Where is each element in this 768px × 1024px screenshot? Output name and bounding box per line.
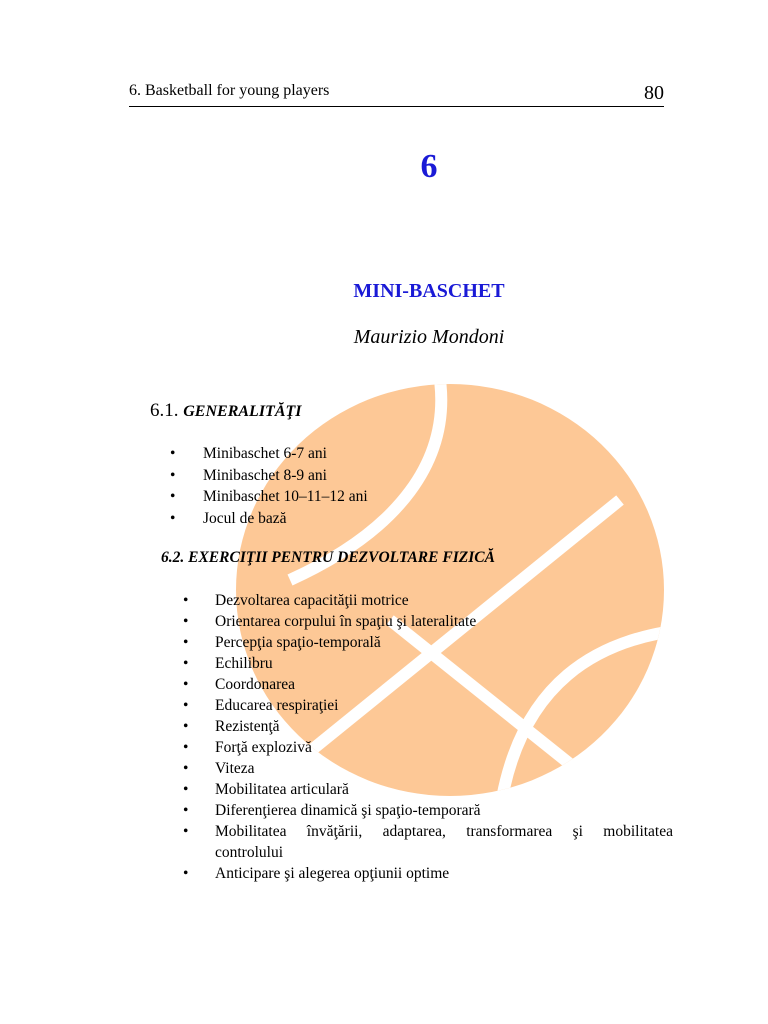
list-item: • Percepţia spaţio-temporală (183, 632, 673, 653)
chapter-title: MINI-BASCHET (353, 280, 505, 302)
list-item: • Diferenţierea dinamică şi spaţio-temporară (183, 800, 673, 821)
list-item: • Anticipare şi alegerea opţiunii optime (183, 863, 673, 884)
list-item: • Dezvoltarea capacităţii motrice (183, 590, 673, 611)
chapter-number: 6 (420, 148, 438, 185)
list-item: • Minibaschet 10–11–12 ani (170, 486, 368, 508)
list-item: • Minibaschet 6-7 ani (170, 443, 368, 465)
list-item: • Jocul de bază (170, 508, 368, 530)
section-heading-exercitii: 6.2. EXERCIŢII PENTRU DEZVOLTARE FIZICĂ (161, 549, 495, 566)
list-item: • Minibaschet 8-9 ani (170, 465, 368, 487)
list-item-line: controlului (215, 844, 284, 861)
page-number: 80 (644, 82, 664, 104)
list-item: • Coordonarea (183, 674, 673, 695)
page-header (129, 80, 664, 107)
running-header-title: 6. Basketball for young players (129, 82, 330, 99)
list-item: • Educarea respiraţiei (183, 695, 673, 716)
list-item: • Viteza (183, 758, 673, 779)
list-item-line: • Mobilitatea învăţării, adaptarea, transformarea şi mobilitatea (215, 823, 673, 840)
generalitati-list (170, 443, 368, 529)
list-item: • Forţă explozivă (183, 737, 673, 758)
list-item: • Echilibru (183, 653, 673, 674)
list-item: • Rezistenţă (183, 716, 673, 737)
list-item: • Mobilitatea articulară (183, 779, 673, 800)
section-title: GENERALITĂŢI (183, 403, 302, 420)
section-heading-generalitati (150, 400, 302, 422)
exercitii-list (183, 590, 673, 884)
chapter-author: Maurizio Mondoni (353, 326, 505, 348)
list-item: • Orientarea corpului în spaţiu şi lateralitate (183, 611, 673, 632)
section-number: 6.1. (150, 400, 179, 421)
list-item-multiline (183, 821, 673, 863)
